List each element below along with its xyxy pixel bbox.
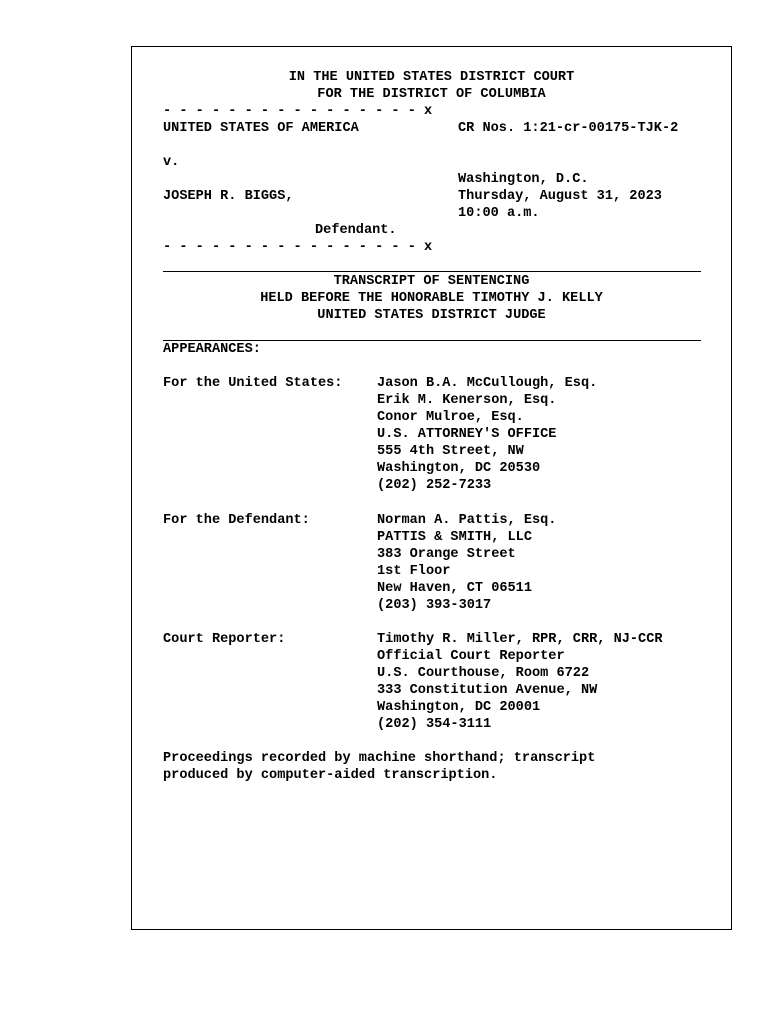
defendant-name: JOSEPH R. BIGGS, — [163, 189, 294, 204]
appearance-label-court-reporter: Court Reporter: — [163, 632, 286, 647]
plaintiff-name: UNITED STATES OF AMERICA — [163, 121, 359, 136]
proceedings-note-line: Proceedings recorded by machine shorthand; transcript — [163, 751, 596, 766]
appearance-label-united-states: For the United States: — [163, 376, 343, 391]
case-number: CR Nos. 1:21-cr-00175-TJK-2 — [458, 121, 679, 136]
appearance-line: (202) 252-7233 — [377, 478, 492, 493]
appearance-line: 383 Orange Street — [377, 547, 516, 562]
title-rule-top — [163, 271, 701, 272]
appearance-block-united-states — [377, 375, 597, 494]
hearing-date: Thursday, August 31, 2023 — [458, 189, 662, 204]
appearance-line: (202) 354-3111 — [377, 717, 492, 732]
judge-line: HELD BEFORE THE HONORABLE TIMOTHY J. KELLY — [260, 291, 603, 306]
appearance-block-defendant — [377, 512, 556, 614]
caption-dash-line-top: - - - - - - - - - - - - - - - - x — [163, 104, 433, 119]
versus-text: v. — [163, 155, 180, 170]
appearance-line: Jason B.A. McCullough, Esq. — [377, 376, 598, 391]
transcript-page — [131, 46, 732, 930]
appearance-line: Washington, DC 20001 — [377, 700, 541, 715]
transcript-title: TRANSCRIPT OF SENTENCING — [333, 274, 530, 289]
appearance-line: PATTIS & SMITH, LLC — [377, 530, 532, 545]
appearance-line: 1st Floor — [377, 564, 451, 579]
appearance-line: New Haven, CT 06511 — [377, 581, 532, 596]
judge-title-line: UNITED STATES DISTRICT JUDGE — [317, 308, 546, 323]
appearance-line: 333 Constitution Avenue, NW — [377, 683, 598, 698]
appearance-line: Conor Mulroe, Esq. — [377, 410, 524, 425]
appearance-line: Norman A. Pattis, Esq. — [377, 513, 557, 528]
hearing-location: Washington, D.C. — [458, 172, 589, 187]
court-district-line: FOR THE DISTRICT OF COLUMBIA — [317, 87, 546, 102]
appearance-line: Washington, DC 20530 — [377, 461, 541, 476]
appearance-block-court-reporter — [377, 631, 663, 733]
hearing-time: 10:00 a.m. — [458, 206, 540, 221]
appearance-line: (203) 393-3017 — [377, 598, 492, 613]
appearances-heading: APPEARANCES: — [163, 342, 261, 357]
court-name-line: IN THE UNITED STATES DISTRICT COURT — [288, 70, 575, 85]
appearance-label-defendant: For the Defendant: — [163, 513, 310, 528]
proceedings-note — [163, 750, 595, 784]
proceedings-note-line: produced by computer-aided transcription. — [163, 768, 498, 783]
appearance-line: U.S. ATTORNEY'S OFFICE — [377, 427, 557, 442]
appearance-line: Erik M. Kenerson, Esq. — [377, 393, 557, 408]
appearance-line: Official Court Reporter — [377, 649, 565, 664]
appearance-line: 555 4th Street, NW — [377, 444, 524, 459]
defendant-label: Defendant. — [315, 223, 397, 238]
caption-dash-line-bottom: - - - - - - - - - - - - - - - - x — [163, 240, 433, 255]
appearance-line: U.S. Courthouse, Room 6722 — [377, 666, 590, 681]
appearance-line: Timothy R. Miller, RPR, CRR, NJ-CCR — [377, 632, 663, 647]
